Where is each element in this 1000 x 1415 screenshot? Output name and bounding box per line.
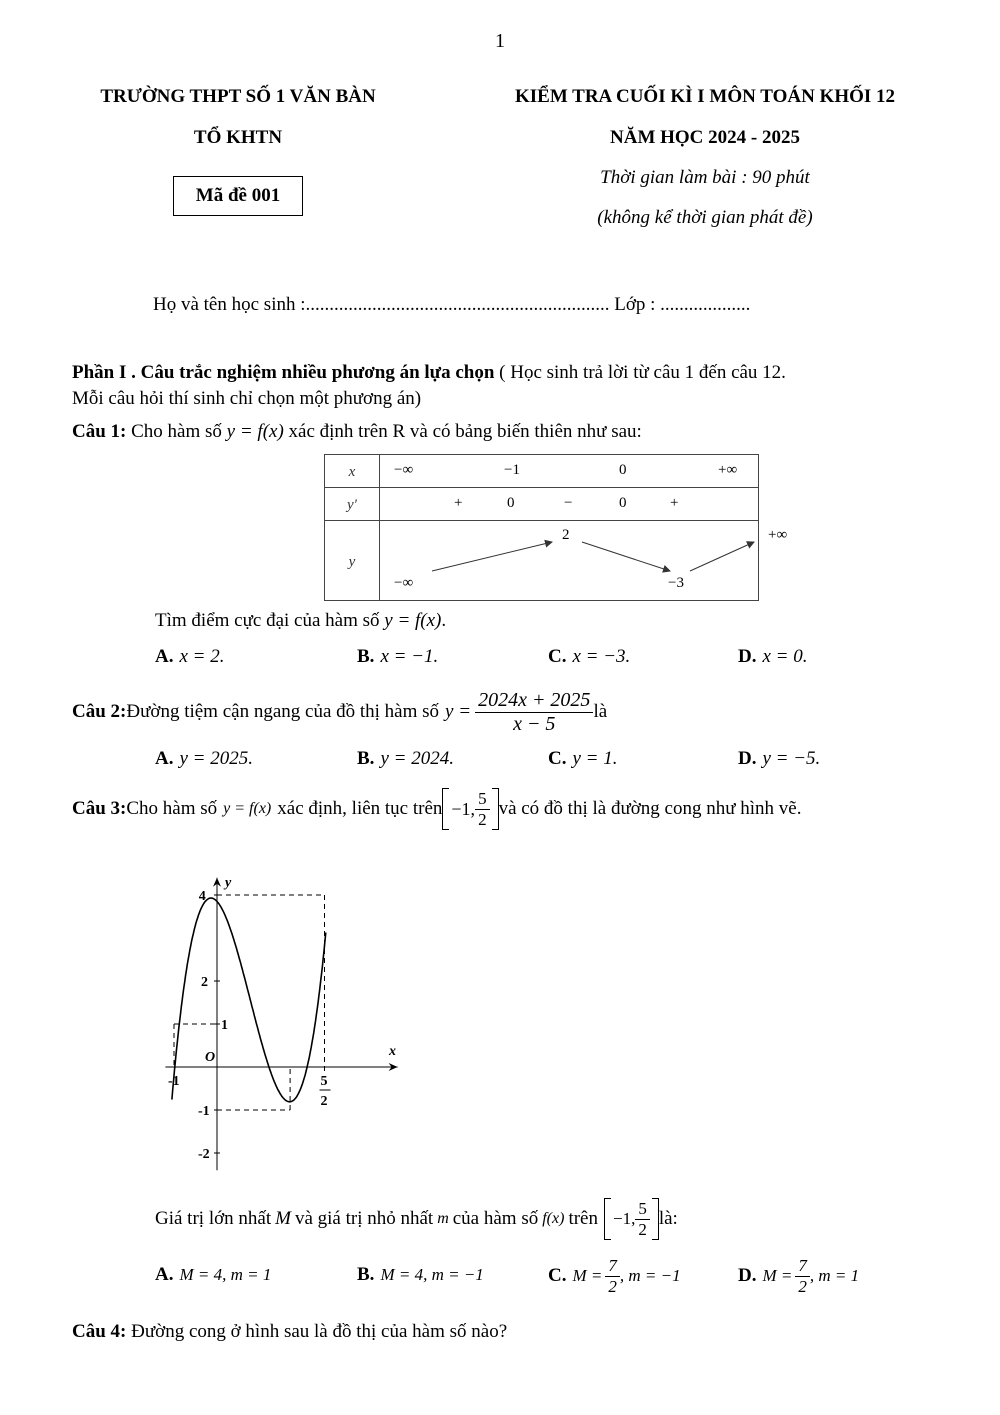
vt-row-x: x (348, 464, 356, 480)
vt-y-neg-inf: −∞ (394, 575, 414, 591)
q1-option-d[interactable]: D. x = 0. (738, 646, 808, 667)
vt-arrow-up-2 (690, 542, 754, 571)
vt-x-neg1: −1 (504, 462, 520, 478)
q3-prompt-interval: −1, $\frac{5}{2}$ (604, 1198, 659, 1240)
q3-option-d[interactable]: D. M = $\frac{7}{2}$ , m = 1 (738, 1255, 860, 1296)
vt-y-min: −3 (668, 575, 684, 591)
q2-text: Đường tiệm cận ngang của đồ thị hàm số (126, 701, 440, 722)
q3-option-c[interactable]: C. M = $\frac{7}{2}$ , m = −1 (548, 1255, 681, 1296)
vt-y-max: 2 (562, 527, 570, 543)
vt-sign-plus-1: + (454, 495, 463, 511)
y-label-4: 4 (198, 889, 206, 904)
exam-code-box (173, 176, 303, 216)
x-label-52-den: 2 (320, 1094, 328, 1109)
q2-fraction (475, 689, 593, 736)
q1-option-a[interactable]: A. x = 2. (155, 646, 225, 667)
origin-label: O (205, 1050, 216, 1065)
vt-sign-minus: − (564, 495, 573, 511)
q3-option-b[interactable]: B. M = 4, m = −1 (357, 1264, 484, 1285)
x-label-neg1: -1 (168, 1074, 180, 1089)
part1-title: Phần I . Câu trắc nghiệm nhiều phương án lựa chọn (72, 362, 495, 383)
q1-option-c[interactable]: C. x = −3. (548, 646, 631, 667)
time-limit: Thời gian làm bài : 90 phút (600, 167, 810, 188)
q2-label: Câu 2: (72, 701, 127, 722)
page-number: 1 (495, 30, 505, 52)
part1-note-1: ( Học sinh trả lời từ câu 1 đến câu 12. (494, 362, 786, 383)
q4-stem (72, 1321, 507, 1343)
y-axis-label: y (225, 875, 232, 891)
vt-arrows (380, 521, 812, 601)
y-label-1: 1 (221, 1018, 228, 1033)
q3-graph (160, 862, 410, 1172)
q3-text-after: và có đồ thị là đường cong như hình vẽ. (498, 798, 802, 819)
vt-row-y: y (348, 553, 356, 570)
q1-prompt (155, 610, 446, 632)
q2-denominator: x − 5 (513, 712, 556, 735)
q1-option-b[interactable]: B. x = −1. (357, 646, 439, 667)
q2-numerator: 2024x + 2025 (475, 689, 593, 713)
q2-option-c[interactable]: C. y = 1. (548, 748, 618, 769)
q1-stem (72, 421, 642, 443)
school-name: TRƯỜNG THPT SỐ 1 VĂN BÀN (100, 86, 376, 107)
exam-title: KIỂM TRA CUỐI KÌ I MÔN TOÁN KHỐI 12 (514, 86, 896, 107)
vt-row-yprime: y′ (347, 497, 357, 513)
y-label-neg1: -1 (198, 1104, 210, 1119)
q2-lhs: y = (445, 701, 472, 722)
student-info-line: Họ và tên học sinh :................................................................ Lớp : ................... (153, 294, 751, 315)
vt-x-neg-inf: −∞ (394, 462, 414, 478)
q3-interval: −1, $\frac{5}{2}$ (442, 788, 498, 830)
q1-prompt-func: y = f(x) (384, 610, 442, 631)
y-label-neg2: -2 (198, 1147, 210, 1162)
q1-text-after: xác định trên R và có bảng biến thiên như sau: (283, 421, 642, 442)
q1-prompt-text: Tìm điểm cực đại của hàm số (155, 610, 385, 631)
vt-x-pos-inf: +∞ (718, 462, 738, 478)
q1-text-before: Cho hàm số (126, 421, 227, 442)
q2-stem (72, 680, 607, 744)
q2-option-d[interactable]: D. y = −5. (738, 748, 821, 769)
q3-option-a[interactable]: A. M = 4, m = 1 (155, 1264, 272, 1285)
vt-sign-zero-1: 0 (507, 495, 515, 511)
vt-sign-zero-2: 0 (619, 495, 627, 511)
q2-option-a[interactable]: A. y = 2025. (155, 748, 253, 769)
vt-x-0: 0 (619, 462, 627, 478)
x-label-52-num: 5 (320, 1074, 328, 1089)
y-label-2: 2 (201, 975, 208, 990)
q1-label: Câu 1: (72, 421, 127, 442)
q2-option-b[interactable]: B. y = 2024. (357, 748, 454, 769)
part1-heading (72, 360, 932, 412)
department-name: TỔ KHTN (193, 127, 283, 148)
q4-text: Đường cong ở hình sau là đồ thị của hàm số nào? (126, 1321, 508, 1342)
q4-label: Câu 4: (72, 1321, 127, 1342)
part1-note-2: Mỗi câu hỏi thí sinh chỉ chọn một phương án) (72, 388, 422, 409)
q1-func: y = f(x) (226, 421, 284, 442)
vt-sign-plus-2: + (670, 495, 679, 511)
q3-label: Câu 3: (72, 798, 127, 819)
time-note: (không kể thời gian phát đề) (597, 207, 813, 228)
function-curve (172, 898, 326, 1102)
q3-prompt: Giá trị lớn nhất M và giá trị nhỏ nhất m của hàm số f(x) trên −1, $\frac{5}{2}$ là: (155, 1198, 678, 1239)
q3-interval-left: −1, (451, 798, 476, 819)
school-year: NĂM HỌC 2024 - 2025 (610, 127, 800, 148)
x-axis-label: x (389, 1044, 396, 1059)
vt-arrow-down (582, 542, 670, 571)
q3-stem (72, 782, 802, 836)
q1-prompt-after: . (441, 610, 447, 631)
vt-arrow-up-1 (432, 542, 552, 571)
q2-text-after: là (593, 701, 608, 722)
variation-table (324, 454, 788, 601)
q3-func: y = f(x) (223, 800, 272, 817)
vt-y-pos-inf: +∞ (768, 527, 788, 543)
q3-text-mid: xác định, liên tục trên (277, 798, 443, 819)
exam-code: Mã đề 001 (195, 185, 281, 206)
q3-text-before: Cho hàm số (126, 798, 218, 819)
